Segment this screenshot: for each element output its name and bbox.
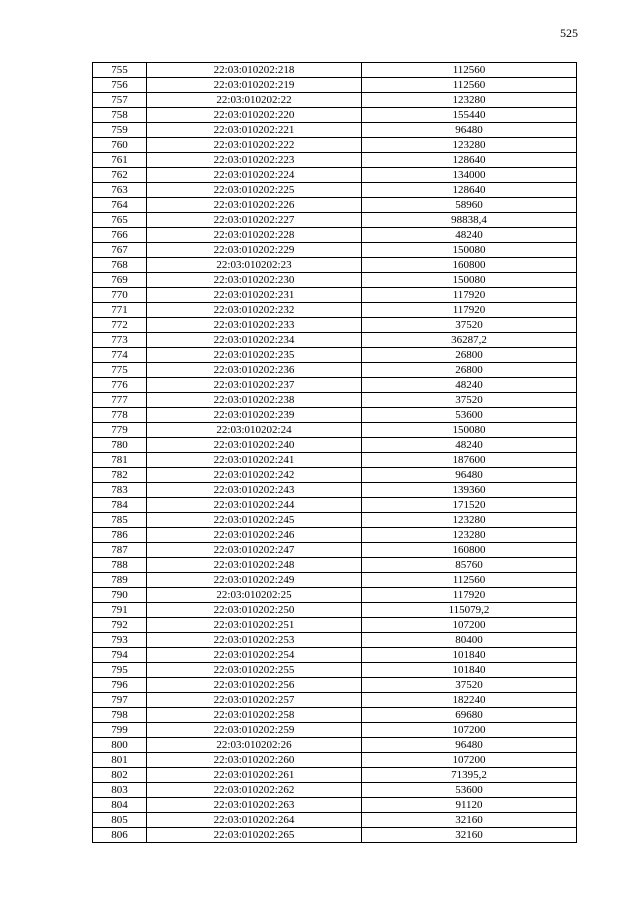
table-row <box>93 93 577 108</box>
row-number-cell: 757 <box>93 93 147 108</box>
row-number-cell: 787 <box>93 543 147 558</box>
row-number-cell: 760 <box>93 138 147 153</box>
table-row <box>93 498 577 513</box>
row-number-cell: 786 <box>93 528 147 543</box>
table-row <box>93 648 577 663</box>
cadastral-number-cell: 22:03:010202:265 <box>147 828 362 843</box>
value-cell: 37520 <box>362 678 577 693</box>
value-cell: 117920 <box>362 588 577 603</box>
row-number-cell: 775 <box>93 363 147 378</box>
cadastral-number-cell: 22:03:010202:230 <box>147 273 362 288</box>
cadastral-number-cell: 22:03:010202:234 <box>147 333 362 348</box>
table-row <box>93 198 577 213</box>
row-number-cell: 765 <box>93 213 147 228</box>
cadastral-number-cell: 22:03:010202:256 <box>147 678 362 693</box>
value-cell: 26800 <box>362 363 577 378</box>
cadastral-number-cell: 22:03:010202:25 <box>147 588 362 603</box>
cadastral-number-cell: 22:03:010202:232 <box>147 303 362 318</box>
row-number-cell: 796 <box>93 678 147 693</box>
table-row <box>93 78 577 93</box>
cadastral-number-cell: 22:03:010202:225 <box>147 183 362 198</box>
value-cell: 107200 <box>362 753 577 768</box>
value-cell: 160800 <box>362 543 577 558</box>
value-cell: 36287,2 <box>362 333 577 348</box>
value-cell: 32160 <box>362 813 577 828</box>
table-row <box>93 168 577 183</box>
value-cell: 37520 <box>362 393 577 408</box>
table-row <box>93 348 577 363</box>
cadastral-number-cell: 22:03:010202:220 <box>147 108 362 123</box>
value-cell: 117920 <box>362 303 577 318</box>
value-cell: 123280 <box>362 138 577 153</box>
value-cell: 101840 <box>362 663 577 678</box>
cadastral-value-table <box>92 62 577 843</box>
value-cell: 48240 <box>362 228 577 243</box>
table-row <box>93 333 577 348</box>
row-number-cell: 802 <box>93 768 147 783</box>
value-cell: 139360 <box>362 483 577 498</box>
value-cell: 171520 <box>362 498 577 513</box>
row-number-cell: 781 <box>93 453 147 468</box>
table-row <box>93 813 577 828</box>
row-number-cell: 772 <box>93 318 147 333</box>
cadastral-number-cell: 22:03:010202:240 <box>147 438 362 453</box>
table-row <box>93 708 577 723</box>
value-cell: 150080 <box>362 273 577 288</box>
table-row <box>93 303 577 318</box>
cadastral-number-cell: 22:03:010202:227 <box>147 213 362 228</box>
table-row <box>93 423 577 438</box>
row-number-cell: 779 <box>93 423 147 438</box>
value-cell: 128640 <box>362 153 577 168</box>
cadastral-number-cell: 22:03:010202:24 <box>147 423 362 438</box>
table-row <box>93 318 577 333</box>
table-row <box>93 408 577 423</box>
row-number-cell: 764 <box>93 198 147 213</box>
row-number-cell: 780 <box>93 438 147 453</box>
cadastral-number-cell: 22:03:010202:231 <box>147 288 362 303</box>
value-cell: 96480 <box>362 468 577 483</box>
value-cell: 128640 <box>362 183 577 198</box>
table-row <box>93 768 577 783</box>
table-body <box>93 63 577 843</box>
cadastral-number-cell: 22:03:010202:236 <box>147 363 362 378</box>
table-row <box>93 588 577 603</box>
cadastral-number-cell: 22:03:010202:250 <box>147 603 362 618</box>
value-cell: 107200 <box>362 618 577 633</box>
cadastral-number-cell: 22:03:010202:260 <box>147 753 362 768</box>
row-number-cell: 774 <box>93 348 147 363</box>
cadastral-number-cell: 22:03:010202:239 <box>147 408 362 423</box>
cadastral-number-cell: 22:03:010202:233 <box>147 318 362 333</box>
row-number-cell: 762 <box>93 168 147 183</box>
row-number-cell: 803 <box>93 783 147 798</box>
row-number-cell: 805 <box>93 813 147 828</box>
row-number-cell: 778 <box>93 408 147 423</box>
cadastral-number-cell: 22:03:010202:261 <box>147 768 362 783</box>
cadastral-number-cell: 22:03:010202:245 <box>147 513 362 528</box>
value-cell: 37520 <box>362 318 577 333</box>
table-row <box>93 528 577 543</box>
row-number-cell: 755 <box>93 63 147 78</box>
value-cell: 123280 <box>362 513 577 528</box>
row-number-cell: 770 <box>93 288 147 303</box>
cadastral-number-cell: 22:03:010202:26 <box>147 738 362 753</box>
row-number-cell: 758 <box>93 108 147 123</box>
page-number: 525 <box>560 26 578 40</box>
row-number-cell: 768 <box>93 258 147 273</box>
value-cell: 123280 <box>362 528 577 543</box>
table-row <box>93 738 577 753</box>
value-cell: 80400 <box>362 633 577 648</box>
cadastral-number-cell: 22:03:010202:251 <box>147 618 362 633</box>
cadastral-number-cell: 22:03:010202:258 <box>147 708 362 723</box>
value-cell: 48240 <box>362 378 577 393</box>
value-cell: 98838,4 <box>362 213 577 228</box>
table-row <box>93 828 577 843</box>
cadastral-number-cell: 22:03:010202:221 <box>147 123 362 138</box>
table-row <box>93 798 577 813</box>
row-number-cell: 761 <box>93 153 147 168</box>
value-cell: 53600 <box>362 408 577 423</box>
value-cell: 134000 <box>362 168 577 183</box>
value-cell: 123280 <box>362 93 577 108</box>
cadastral-number-cell: 22:03:010202:248 <box>147 558 362 573</box>
cadastral-number-cell: 22:03:010202:259 <box>147 723 362 738</box>
row-number-cell: 795 <box>93 663 147 678</box>
table-row <box>93 273 577 288</box>
cadastral-number-cell: 22:03:010202:223 <box>147 153 362 168</box>
row-number-cell: 794 <box>93 648 147 663</box>
cadastral-number-cell: 22:03:010202:255 <box>147 663 362 678</box>
cadastral-number-cell: 22:03:010202:218 <box>147 63 362 78</box>
table-row <box>93 153 577 168</box>
cadastral-number-cell: 22:03:010202:228 <box>147 228 362 243</box>
table-row <box>93 363 577 378</box>
cadastral-number-cell: 22:03:010202:242 <box>147 468 362 483</box>
table-row <box>93 213 577 228</box>
table-row <box>93 183 577 198</box>
value-cell: 96480 <box>362 738 577 753</box>
row-number-cell: 800 <box>93 738 147 753</box>
cadastral-number-cell: 22:03:010202:257 <box>147 693 362 708</box>
value-cell: 112560 <box>362 63 577 78</box>
value-cell: 69680 <box>362 708 577 723</box>
cadastral-number-cell: 22:03:010202:226 <box>147 198 362 213</box>
table-row <box>93 573 577 588</box>
row-number-cell: 769 <box>93 273 147 288</box>
row-number-cell: 776 <box>93 378 147 393</box>
cadastral-number-cell: 22:03:010202:253 <box>147 633 362 648</box>
table-row <box>93 633 577 648</box>
cadastral-number-cell: 22:03:010202:224 <box>147 168 362 183</box>
value-cell: 150080 <box>362 423 577 438</box>
row-number-cell: 788 <box>93 558 147 573</box>
table-row <box>93 453 577 468</box>
value-cell: 107200 <box>362 723 577 738</box>
value-cell: 71395,2 <box>362 768 577 783</box>
row-number-cell: 804 <box>93 798 147 813</box>
value-cell: 91120 <box>362 798 577 813</box>
table-row <box>93 378 577 393</box>
value-cell: 112560 <box>362 78 577 93</box>
cadastral-number-cell: 22:03:010202:23 <box>147 258 362 273</box>
cadastral-number-cell: 22:03:010202:263 <box>147 798 362 813</box>
value-cell: 32160 <box>362 828 577 843</box>
row-number-cell: 766 <box>93 228 147 243</box>
cadastral-number-cell: 22:03:010202:243 <box>147 483 362 498</box>
row-number-cell: 773 <box>93 333 147 348</box>
cadastral-number-cell: 22:03:010202:229 <box>147 243 362 258</box>
value-cell: 182240 <box>362 693 577 708</box>
table-row <box>93 243 577 258</box>
table-row <box>93 288 577 303</box>
cadastral-number-cell: 22:03:010202:219 <box>147 78 362 93</box>
table-row <box>93 138 577 153</box>
row-number-cell: 799 <box>93 723 147 738</box>
table-row <box>93 618 577 633</box>
row-number-cell: 791 <box>93 603 147 618</box>
value-cell: 85760 <box>362 558 577 573</box>
row-number-cell: 790 <box>93 588 147 603</box>
row-number-cell: 785 <box>93 513 147 528</box>
cadastral-number-cell: 22:03:010202:235 <box>147 348 362 363</box>
row-number-cell: 793 <box>93 633 147 648</box>
cadastral-number-cell: 22:03:010202:222 <box>147 138 362 153</box>
value-cell: 112560 <box>362 573 577 588</box>
table-row <box>93 693 577 708</box>
value-cell: 48240 <box>362 438 577 453</box>
value-cell: 26800 <box>362 348 577 363</box>
cadastral-number-cell: 22:03:010202:246 <box>147 528 362 543</box>
row-number-cell: 759 <box>93 123 147 138</box>
table-row <box>93 603 577 618</box>
cadastral-number-cell: 22:03:010202:22 <box>147 93 362 108</box>
row-number-cell: 783 <box>93 483 147 498</box>
table-row <box>93 723 577 738</box>
value-cell: 101840 <box>362 648 577 663</box>
value-cell: 53600 <box>362 783 577 798</box>
value-cell: 115079,2 <box>362 603 577 618</box>
table-row <box>93 393 577 408</box>
table-row <box>93 483 577 498</box>
table-row <box>93 753 577 768</box>
table-row <box>93 558 577 573</box>
row-number-cell: 797 <box>93 693 147 708</box>
table-row <box>93 258 577 273</box>
row-number-cell: 767 <box>93 243 147 258</box>
table-row <box>93 678 577 693</box>
table-row <box>93 63 577 78</box>
value-cell: 96480 <box>362 123 577 138</box>
row-number-cell: 763 <box>93 183 147 198</box>
cadastral-number-cell: 22:03:010202:262 <box>147 783 362 798</box>
row-number-cell: 777 <box>93 393 147 408</box>
value-cell: 117920 <box>362 288 577 303</box>
value-cell: 155440 <box>362 108 577 123</box>
row-number-cell: 806 <box>93 828 147 843</box>
row-number-cell: 756 <box>93 78 147 93</box>
table-row <box>93 513 577 528</box>
cadastral-number-cell: 22:03:010202:264 <box>147 813 362 828</box>
row-number-cell: 784 <box>93 498 147 513</box>
row-number-cell: 798 <box>93 708 147 723</box>
row-number-cell: 789 <box>93 573 147 588</box>
cadastral-number-cell: 22:03:010202:249 <box>147 573 362 588</box>
value-cell: 187600 <box>362 453 577 468</box>
table-row <box>93 783 577 798</box>
table-row <box>93 123 577 138</box>
cadastral-number-cell: 22:03:010202:238 <box>147 393 362 408</box>
table-row <box>93 543 577 558</box>
cadastral-number-cell: 22:03:010202:241 <box>147 453 362 468</box>
row-number-cell: 771 <box>93 303 147 318</box>
table-row <box>93 438 577 453</box>
row-number-cell: 792 <box>93 618 147 633</box>
value-cell: 150080 <box>362 243 577 258</box>
table-row <box>93 663 577 678</box>
table-row <box>93 228 577 243</box>
cadastral-number-cell: 22:03:010202:247 <box>147 543 362 558</box>
row-number-cell: 801 <box>93 753 147 768</box>
table-row <box>93 468 577 483</box>
value-cell: 160800 <box>362 258 577 273</box>
cadastral-number-cell: 22:03:010202:244 <box>147 498 362 513</box>
cadastral-number-cell: 22:03:010202:254 <box>147 648 362 663</box>
cadastral-number-cell: 22:03:010202:237 <box>147 378 362 393</box>
value-cell: 58960 <box>362 198 577 213</box>
row-number-cell: 782 <box>93 468 147 483</box>
table-row <box>93 108 577 123</box>
